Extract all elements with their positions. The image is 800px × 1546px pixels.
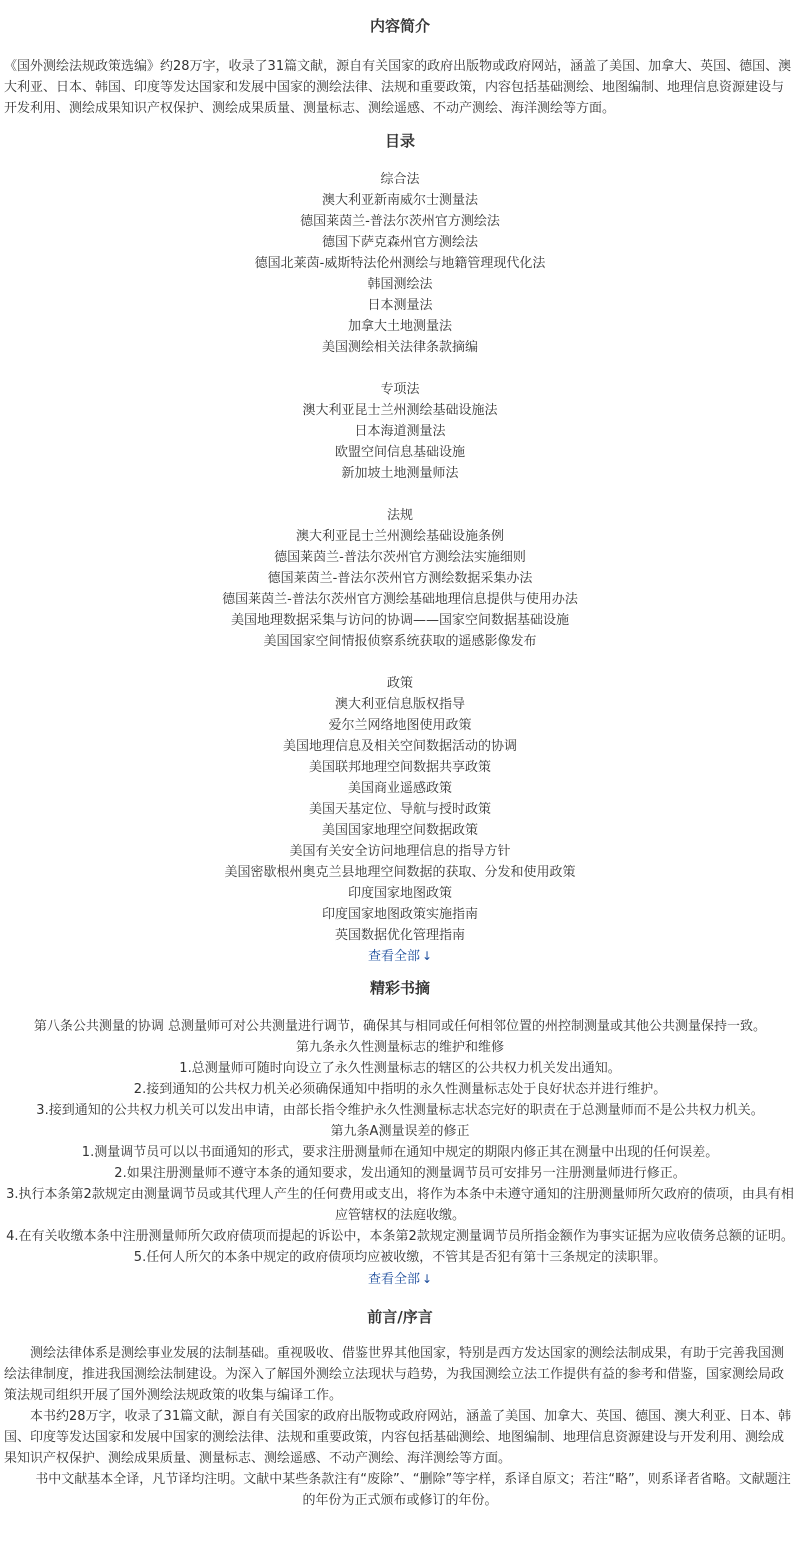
toc-item: 美国有关安全访问地理信息的指导方针 bbox=[289, 844, 511, 859]
excerpt-paragraph: 3.执行本条第2款规定由测量调节员或其代理人产生的任何费用或支出，将作为本条中未遵守通知的注册测量师所欠政府的债项，由具有相应管辖权的法庭收缴。 bbox=[6, 1187, 794, 1223]
preface-paragraph: 测绘法律体系是测绘事业发展的法制基础。重视吸收、借鉴世界其他国家，特别是西方发达国家的测绘法制成果，有助于完善我国测绘法律制度，推进我国测绘法制建设。为深入了解国外测绘立法现状与趋势，为我国测绘立法工作提供有益的参考和借鉴，国家测绘局政策法规司组织开展了国外测绘法规政策的收集与编译工作。 bbox=[4, 1346, 785, 1403]
intro-text: 《国外测绘法规政策选编》约28万字，收录了31篇文献，源自有关国家的政府出版物或政府网站，涵盖了美国、加拿大、英国、德国、澳大利亚、日本、韩国、印度等发达国家和发展中国家的测绘法律、法规和重要政策，内容包括基础测绘、地图编制、地理信息资源建设与开发利用、测绘成果知识产权保护、测绘成果质量、测量标志、测绘遥感、不动产测绘、海洋测绘等方面。 bbox=[4, 59, 792, 116]
excerpt-section bbox=[0, 978, 800, 1289]
toc-view-all-link[interactable] bbox=[0, 946, 800, 966]
toc-item: 加拿大土地测量法 bbox=[347, 319, 452, 334]
toc-view-all-label: 查看全部 bbox=[367, 949, 420, 964]
excerpt-paragraph: 2.接到通知的公共权力机关必须确保通知中指明的永久性测量标志处于良好状态并进行维护。 bbox=[133, 1082, 667, 1097]
toc-item: 美国测绘相关法律条款摘编 bbox=[321, 340, 478, 355]
excerpt-paragraph: 第九条永久性测量标志的维护和维修 bbox=[295, 1040, 504, 1055]
toc-item: 印度国家地图政策 bbox=[347, 886, 452, 901]
excerpt-paragraph: 1.测量调节员可以以书面通知的形式，要求注册测量师在通知中规定的期限内修正其在测量中出现的任何误差。 bbox=[81, 1145, 719, 1160]
toc-item: 爱尔兰网络地图使用政策 bbox=[328, 718, 472, 733]
toc-item: 专项法 bbox=[380, 382, 420, 397]
preface-section bbox=[0, 1307, 800, 1511]
toc-item: 澳大利亚昆士兰州测绘基础设施法 bbox=[302, 403, 498, 418]
toc-spacer bbox=[0, 484, 800, 505]
intro-section bbox=[0, 0, 800, 119]
toc-item: 日本测量法 bbox=[367, 298, 433, 313]
arrow-down-icon: ↓ bbox=[421, 949, 433, 963]
toc-item: 美国地理信息及相关空间数据活动的协调 bbox=[282, 739, 517, 754]
toc-item: 美国地理数据采集与访问的协调——国家空间数据基础设施 bbox=[230, 613, 569, 628]
toc-item: 英国数据优化管理指南 bbox=[334, 928, 465, 943]
excerpt-paragraph: 第八条公共测量的协调 总测量师可对公共测量进行调节，确保其与相同或任何相邻位置的州控制测量或其他公共测量保持一致。 bbox=[33, 1019, 767, 1034]
toc-item: 澳大利亚新南威尔士测量法 bbox=[321, 193, 478, 208]
excerpt-paragraph: 4.在有关收缴本条中注册测量师所欠政府债项而提起的诉讼中，本条第2款规定测量调节员所指金额作为事实证据为应收债务总额的证明。 bbox=[6, 1229, 794, 1244]
arrow-down-icon: ↓ bbox=[421, 1272, 433, 1286]
toc-item: 德国北莱茵-威斯特法伦州测绘与地籍管理现代化法 bbox=[254, 256, 546, 271]
excerpt-paragraph: 2.如果注册测量师不遵守本条的通知要求，发出通知的测量调节员可安排另一注册测量师进行修正。 bbox=[114, 1166, 686, 1181]
toc-item: 美国联邦地理空间数据共享政策 bbox=[308, 760, 491, 775]
toc-item: 德国莱茵兰-普法尔茨州官方测绘法 bbox=[300, 214, 500, 229]
toc-list bbox=[0, 169, 800, 946]
toc-title: 目录 bbox=[384, 132, 415, 150]
toc-item: 澳大利亚信息版权指导 bbox=[334, 697, 465, 712]
toc-item: 日本海道测量法 bbox=[354, 424, 446, 439]
excerpt-paragraph: 3.接到通知的公共权力机关可以发出申请，由部长指令维护永久性测量标志状态完好的职责在于总测量师而不是公共权力机关。 bbox=[36, 1103, 764, 1118]
toc-item: 德国莱茵兰-普法尔茨州官方测绘基础地理信息提供与使用办法 bbox=[222, 592, 578, 607]
toc-item: 美国国家地理空间数据政策 bbox=[321, 823, 478, 838]
excerpt-body bbox=[0, 1016, 800, 1268]
toc-item: 澳大利亚昆士兰州测绘基础设施条例 bbox=[295, 529, 504, 544]
excerpt-view-all-link[interactable] bbox=[0, 1269, 800, 1289]
toc-item: 印度国家地图政策实施指南 bbox=[321, 907, 478, 922]
toc-item: 政策 bbox=[386, 676, 413, 691]
toc-item: 德国莱茵兰-普法尔茨州官方测绘数据采集办法 bbox=[267, 571, 533, 586]
excerpt-paragraph: 第九条A测量误差的修正 bbox=[330, 1124, 470, 1139]
toc-item: 新加坡土地测量师法 bbox=[341, 466, 459, 481]
toc-spacer bbox=[0, 652, 800, 673]
preface-paragraph: 书中文献基本全译，凡节译均注明。文献中某些条款注有“废除”、“删除”等字样，系译自原文；若注“略”，则系译者省略。文献题注的年份为正式颁布或修订的年份。 bbox=[35, 1472, 791, 1508]
toc-item: 美国密歇根州奥克兰县地理空间数据的获取、分发和使用政策 bbox=[224, 865, 576, 880]
toc-item: 美国商业遥感政策 bbox=[347, 781, 452, 796]
excerpt-title: 精彩书摘 bbox=[369, 979, 430, 997]
toc-section bbox=[0, 131, 800, 966]
toc-item: 德国下萨克森州官方测绘法 bbox=[321, 235, 478, 250]
toc-item: 欧盟空间信息基础设施 bbox=[334, 445, 465, 460]
preface-paragraph: 本书约28万字，收录了31篇文献，源自有关国家的政府出版物或政府网站，涵盖了美国、加拿大、英国、德国、澳大利亚、日本、韩国、印度等发达国家和发展中国家的测绘法律、法规和重要政策，内容包括基础测绘、地图编制、地理信息资源建设与开发利用、测绘成果知识产权保护、测绘成果质量、测量标志、测绘遥感、不动产测绘、海洋测绘等方面。 bbox=[4, 1409, 792, 1466]
toc-item: 美国国家空间情报侦察系统获取的遥感影像发布 bbox=[263, 634, 537, 649]
toc-item: 德国莱茵兰-普法尔茨州官方测绘法实施细则 bbox=[274, 550, 526, 565]
preface-title: 前言/序言 bbox=[367, 1308, 433, 1326]
excerpt-paragraph: 1.总测量师可随时向设立了永久性测量标志的辖区的公共权力机关发出通知。 bbox=[179, 1061, 621, 1076]
toc-item: 综合法 bbox=[380, 172, 420, 187]
toc-spacer bbox=[0, 358, 800, 379]
toc-item: 美国天基定位、导航与授时政策 bbox=[308, 802, 491, 817]
intro-title: 内容简介 bbox=[369, 17, 430, 35]
excerpt-paragraph: 5.任何人所欠的本条中规定的政府债项均应被收缴，不管其是否犯有第十三条规定的渎职罪。 bbox=[133, 1250, 667, 1265]
preface-body bbox=[0, 1343, 800, 1511]
toc-item: 韩国测绘法 bbox=[367, 277, 433, 292]
excerpt-view-all-label: 查看全部 bbox=[367, 1272, 420, 1287]
toc-item: 法规 bbox=[386, 508, 413, 523]
